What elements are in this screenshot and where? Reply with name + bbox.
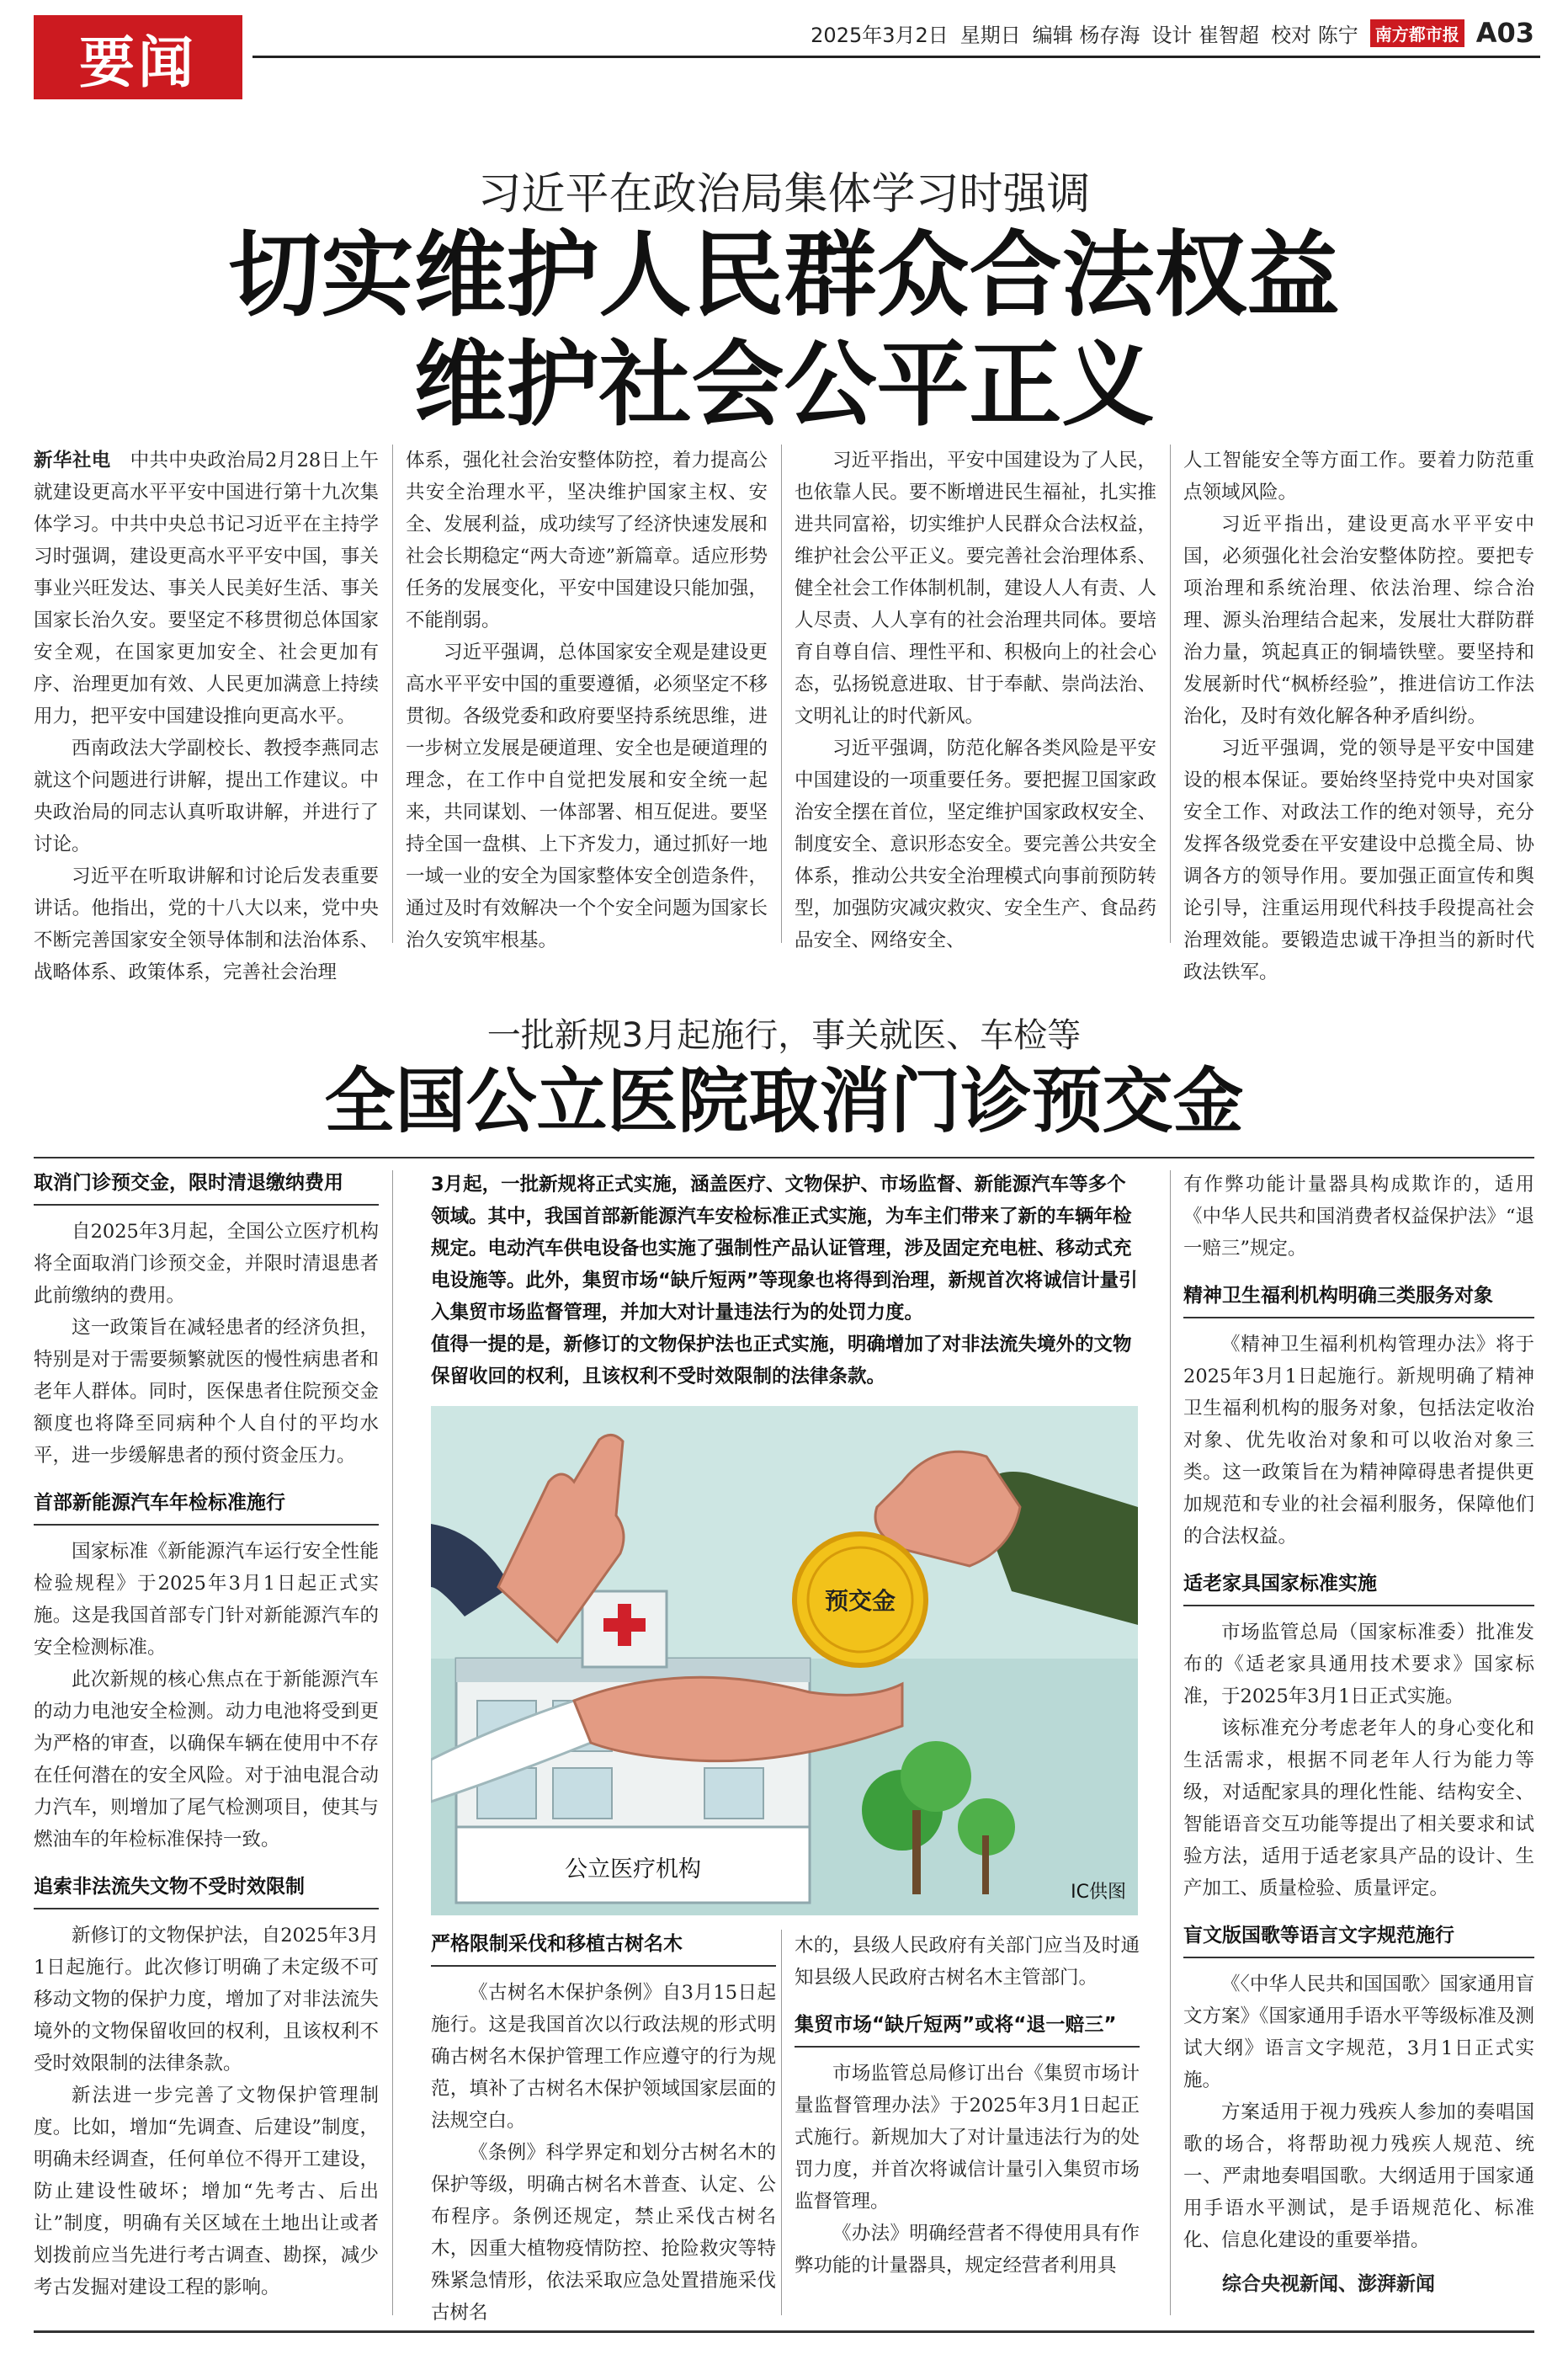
story1-col4 — [1183, 445, 1534, 988]
subhead: 适老家具国家标准实施 — [1183, 1569, 1534, 1606]
paragraph: 习近平强调，防范化解各类风险是平安中国建设的一项重要任务。要把握卫国家政治安全摆在首位，坚定维护国家政权安全、制度安全、意识形态安全。要完善公共安全体系，推动公共安全治理模式向事前预防转型，加强防灾减灾救灾、安全生产、食品药品安全、网络安全、 — [795, 738, 1156, 951]
paragraph: 习近平指出，平安中国建设为了人民，也依靠人民。要不断增进民生福祉，扎实推进共同富裕，切实维护人民群众合法权益，维护社会公平正义。要完善社会治理体系、健全社会工作体制机制，建设人人有责、人人尽责、人人享有的社会治理共同体。要培育自尊自信、理性平和、积极向上的社会心态，弘扬锐意进取、甘于奉献、崇尚法治、文明礼让的时代新风。 — [795, 450, 1156, 727]
story2-top-rule — [34, 1157, 1534, 1158]
column-divider — [392, 1170, 393, 2315]
paragraph: 自2025年3月起，全国公立医疗机构将全面取消门诊预交金，并限时清退患者此前缴纳的费用。 — [34, 1221, 379, 1307]
newspaper-logo: 南方都市报 — [1370, 19, 1464, 47]
paragraph: 《精神卫生福利机构管理办法》将于2025年3月1日起施行。新规明确了精神卫生福利机构的服务对象，包括法定收治对象、优先收治对象和可以收治对象三类。这一政策旨在为精神障碍患者提供更加规范和专业的社会福利服务，保障他们的合法权益。 — [1183, 1334, 1534, 1547]
column-divider — [781, 445, 782, 943]
bottom-rule — [34, 2330, 1534, 2333]
subhead: 集贸市场“缺斤短两”或将“退一赔三” — [795, 2010, 1140, 2048]
paragraph: 《办法》明确经营者不得使用具有作弊功能的计量器具，规定经营者利用具 — [795, 2223, 1140, 2277]
story1-col2 — [406, 445, 768, 956]
byline: 新华社电 — [34, 450, 111, 471]
intro-paragraph: 3月起，一批新规将正式实施，涵盖医疗、文物保护、市场监督、新能源汽车等多个领域。其中，我国首部新能源汽车安检标准正式实施，为车主们带来了新的车辆年检规定。电动汽车供电设备也实施了强制性产品认证管理，涉及固定充电桩、移动式充电设施等。此外，集贸市场“缺斤短两”等现象也将得到治理，新规首次将诚信计量引入集贸市场监督管理，并加大对计量违法行为的处罚力度。 — [431, 1174, 1138, 1323]
paragraph: 有作弊功能计量器具构成欺诈的，适用《中华人民共和国消费者权益保护法》“退一赔三”规定。 — [1183, 1174, 1534, 1260]
story1-col3 — [795, 445, 1156, 956]
paragraph: 习近平指出，建设更高水平平安中国，必须强化社会治安整体防控。要把专项治理和系统治理、依法治理、综合治理、源头治理结合起来，发展壮大群防群治力量，筑起真正的铜墙铁壁。要坚持和发展新时代“枫桥经验”，推进信访工作法治化，及时有效化解各种矛盾纠纷。 — [1183, 514, 1534, 727]
subhead: 精神卫生福利机构明确三类服务对象 — [1183, 1281, 1534, 1318]
paragraph: 体系，强化社会治安整体防控，着力提高公共安全治理水平，坚决维护国家主权、安全、发展利益，成功续写了经济快速发展和社会长期稳定“两大奇迹”新篇章。适应形势任务的发展变化，平安中国建设只能加强，不能削弱。 — [406, 450, 768, 631]
story2-middle-left — [431, 1930, 776, 2329]
hands-coin-illustration — [431, 1406, 1138, 1915]
building-label: 公立医疗机构 — [565, 1856, 701, 1883]
story2-right-col — [1183, 1169, 1534, 2300]
paragraph: 《条例》科学界定和划分古树名木的保护等级，明确古树名木普查、认定、公布程序。条例还规定，禁止采伐古树名木，因重大植物疫情防控、抢险救灾等特殊紧急情形，依法采取应急处置措施采伐古树名 — [431, 2142, 776, 2324]
paragraph: 国家标准《新能源汽车运行安全性能检验规程》于2025年3月1日起正式实施。这是我国首部专门针对新能源汽车的安全检测标准。 — [34, 1541, 379, 1659]
paragraph: 新修订的文物保护法，自2025年3月1日起施行。此次修订明确了未定级不可移动文物的保护力度，增加了对非法流失境外的文物保留收回的权利，且该权利不受时效限制的法律条款。 — [34, 1925, 379, 2074]
story2-middle-right — [795, 1930, 1140, 2282]
story1-kicker: 习近平在政治局集体学习时强调 — [477, 169, 1091, 220]
paragraph: 此次新规的核心焦点在于新能源汽车的动力电池安全检测。动力电池将受到更为严格的审查，以确保车辆在使用中不存在任何潜在的安全风险。对于油电混合动力汽车，则增加了尾气检测项目，使其与燃油车的年检标准保持一致。 — [34, 1669, 379, 1851]
column-divider — [781, 1930, 782, 2315]
paragraph: 人工智能安全等方面工作。要着力防范重点领域风险。 — [1183, 450, 1534, 503]
paragraph: 《〈中华人民共和国国歌〉国家通用盲文方案》《国家通用手语水平等级标准及测试大纲》语言文字规范，3月1日正式实施。 — [1183, 1973, 1534, 2091]
subhead: 盲文版国歌等语言文字规范施行 — [1183, 1921, 1534, 1958]
paragraph: 习近平强调，总体国家安全观是建设更高水平平安中国的重要遵循，必须坚定不移贯彻。各级党委和政府要坚持系统思维，进一步树立发展是硬道理、安全也是硬道理的理念，在工作中自觉把发展和安全统一起来，共同谋划、一体部署、相互促进。要坚持全国一盘棋、上下齐发力，通过抓好一地一域一业的安全为国家整体安全创造条件，通过及时有效解决一个个安全问题为国家长治久安筑牢根基。 — [406, 642, 768, 951]
proofreader-credit: 校对 陈宁 — [1271, 23, 1358, 47]
subhead: 严格限制采伐和移植古树名木 — [431, 1930, 776, 1967]
intro-paragraph: 值得一提的是，新修订的文物保护法也正式实施，明确增加了对非法流失境外的文物保留收回的权利，且该权利不受时效限制的法律条款。 — [431, 1334, 1132, 1387]
paragraph: 习近平在听取讲解和讨论后发表重要讲话。他指出，党的十八大以来，党中央不断完善国家安全领导体制和法治体系、战略体系、政策体系，完善社会治理 — [34, 865, 379, 983]
story2-left-col — [34, 1169, 379, 2303]
issue-date: 2025年3月2日 — [811, 23, 949, 47]
designer-credit: 设计 崔智超 — [1151, 23, 1260, 47]
section-tag: 要闻 — [34, 15, 242, 99]
paragraph: 市场监管总局修订出台《集贸市场计量监督管理办法》于2025年3月1日起正式施行。新规加大了对计量违法行为的处罚力度，并首次将诚信计量引入集贸市场监督管理。 — [795, 2063, 1140, 2213]
subhead: 取消门诊预交金，限时清退缴纳费用 — [34, 1169, 379, 1206]
paragraph: 习近平强调，党的领导是平安中国建设的根本保证。要始终坚持党中央对国家安全工作、对政法工作的绝对领导，充分发挥各级党委在平安建设中总揽全局、协调各方的领导作用。要加强正面宣传和舆论引导，注重运用现代科技手段提高社会治理效能。要锻造忠诚干净担当的新时代政法铁军。 — [1183, 738, 1534, 983]
paragraph: 这一政策旨在减轻患者的经济负担，特别是对于需要频繁就医的慢性病患者和老年人群体。同时，医保患者住院预交金额度也将降至同病种个人自付的平均水平，进一步缓解患者的预付资金压力。 — [34, 1317, 379, 1467]
paragraph: 中共中央政治局2月28日上午就建设更高水平平安中国进行第十九次集体学习。中共中央总书记习近平在主持学习时强调，建设更高水平平安中国，事关事业兴旺发达、事关人民美好生活、事关国家长治久安。要坚定不移贯彻总体国家安全观，在国家更加安全、社会更加有序、治理更加有效、人民更加满意上持续用力，把平安中国建设推向更高水平。 — [34, 450, 379, 727]
subhead: 追索非法流失文物不受时效限制 — [34, 1872, 379, 1909]
column-divider — [392, 445, 393, 943]
paragraph: 市场监管总局（国家标准委）批准发布的《适老家具通用技术要求》国家标准，于2025年3月1日正式实施。 — [1183, 1622, 1534, 1707]
story1-col1 — [34, 445, 379, 988]
illustration — [431, 1406, 1138, 1915]
story2-intro — [431, 1169, 1138, 1393]
weekday: 星期日 — [959, 23, 1021, 47]
story1-title-line1: 切实维护人民群众合法权益 — [228, 221, 1340, 329]
story2-title: 全国公立医院取消门诊预交金 — [324, 1060, 1244, 1142]
subhead: 首部新能源汽车年检标准施行 — [34, 1489, 379, 1526]
page-number: A03 — [1475, 17, 1534, 49]
paragraph: 《古树名木保护条例》自3月15日起施行。这是我国首次以行政法规的形式明确古树名木保护管理工作应遵守的行为规范，填补了古树名木保护领域国家层面的法规空白。 — [431, 1982, 776, 2132]
editor-credit: 编辑 杨存海 — [1032, 23, 1140, 47]
column-divider — [1170, 1170, 1171, 2315]
story2-kicker: 一批新规3月起施行，事关就医、车检等 — [486, 1016, 1082, 1055]
column-divider — [1170, 445, 1171, 943]
paragraph: 该标准充分考虑老年人的身心变化和生活需求，根据不同老年人行为能力等级，对适配家具的理化性能、结构安全、智能语音交互功能等提出了相关要求和试验方法，适用于适老家具产品的设计、生产加工、质量检验、质量评定。 — [1183, 1718, 1534, 1899]
paragraph: 西南政法大学副校长、教授李燕同志就这个问题进行讲解，提出工作建议。中央政治局的同志认真听取讲解，并进行了讨论。 — [34, 738, 379, 855]
header-rule — [252, 56, 1540, 58]
photo-credit: IC供图 — [1071, 1882, 1126, 1903]
paragraph: 新法进一步完善了文物保护管理制度。比如，增加“先调查、后建设”制度，明确未经调查，任何单位不得开工建设，防止建设性破坏；增加“先考古、后出让”制度，明确有关区域在土地出让或者划拨前应当先进行考古调查、勘探，减少考古发掘对建设工程的影响。 — [34, 2085, 379, 2298]
story1-title-line2: 维护社会公平正义 — [413, 331, 1155, 439]
paragraph: 木的，县级人民政府有关部门应当及时通知县级人民政府古树名木主管部门。 — [795, 1935, 1140, 1989]
source-credit: 综合央视新闻、澎湃新闻 — [1222, 2273, 1435, 2295]
coin-label: 预交金 — [824, 1587, 896, 1615]
page-meta — [811, 17, 1534, 49]
paragraph: 方案适用于视力残疾人参加的奏唱国歌的场合，将帮助视力残疾人规范、统一、严肃地奏唱国歌。大纲适用于国家通用手语水平测试，是手语规范化、标准化、信息化建设的重要举措。 — [1183, 2101, 1534, 2251]
